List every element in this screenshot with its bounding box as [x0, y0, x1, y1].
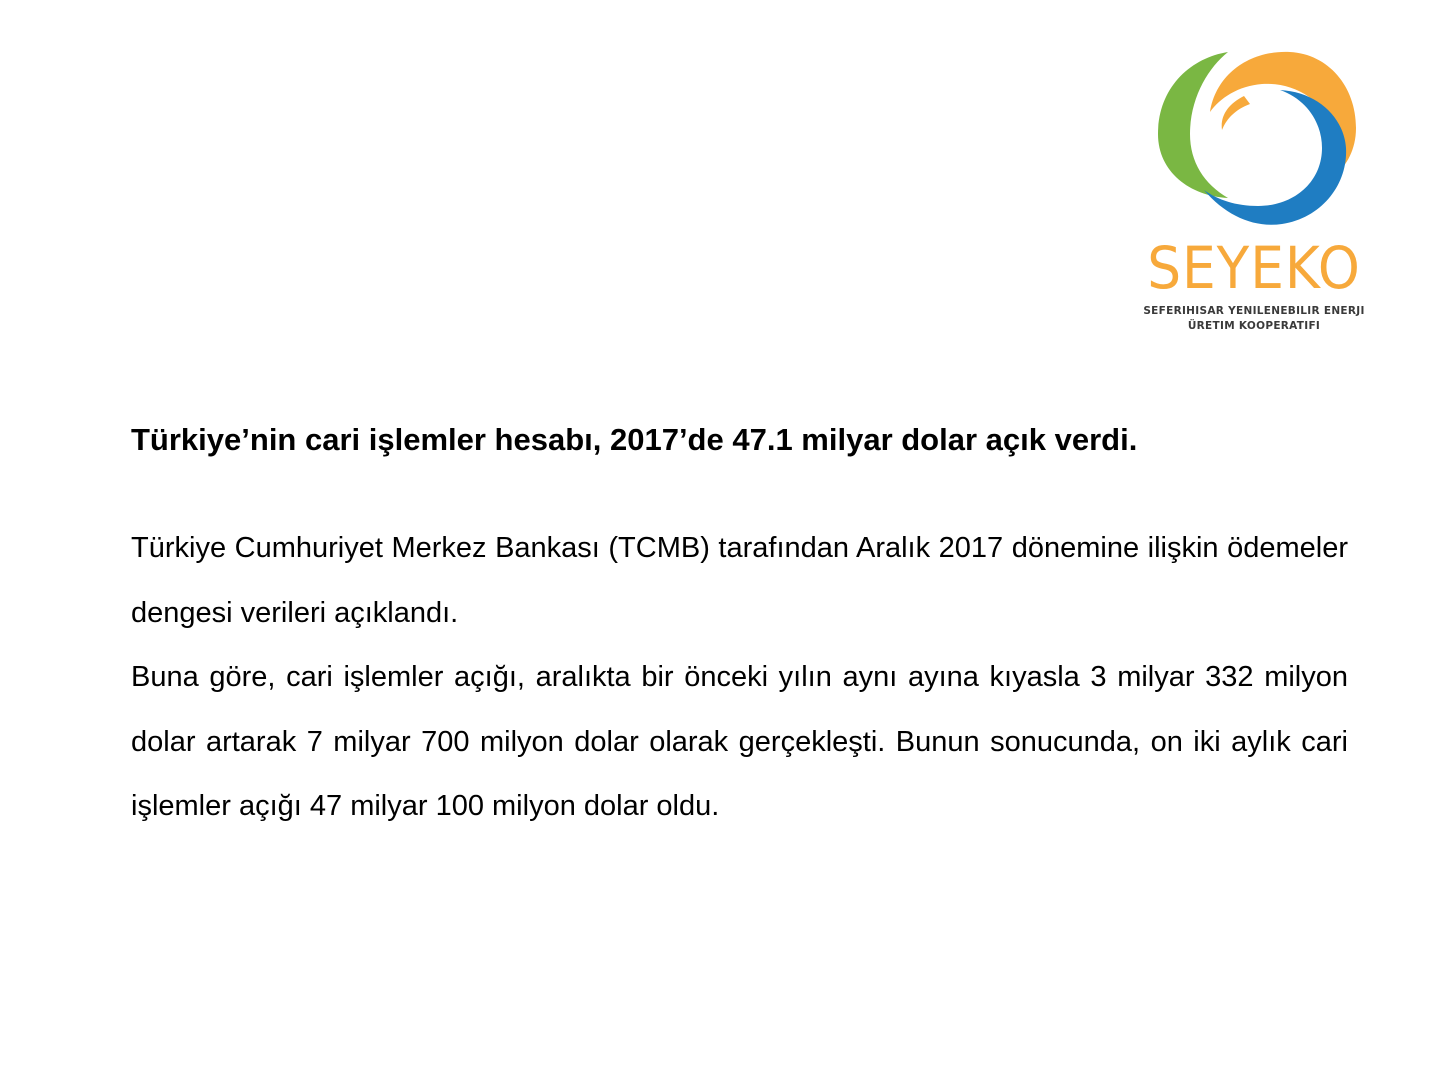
logo-name: SEYEKO	[1147, 234, 1361, 302]
paragraph-intro: Türkiye Cumhuriyet Merkez Bankası (TCMB) tarafından Aralık 2017 dönemine ilişkin ödemeler dengesi verileri açıklandı.	[131, 532, 1348, 629]
logo-subtitle-line1: SEFERIHISAR YENILENEBILIR ENERJI	[1143, 305, 1365, 317]
seyeko-swirl-icon	[1150, 44, 1360, 230]
headline: Türkiye’nin cari işlemler hesabı, 2017’de 47.1 milyar dolar açık verdi.	[131, 422, 1138, 457]
seyeko-logo	[1136, 40, 1372, 340]
paragraph-details: Buna göre, cari işlemler açığı, aralıkta bir önceki yılın aynı ayına kıyasla 3 milyar 332 milyon dolar artarak 7 milyar 700 milyon dolar olarak gerçekleşti. Bunun sonucunda, on iki aylık cari işlemler açığı 47 milyar 100 milyon dolar oldu.	[131, 661, 1348, 823]
article-body	[131, 516, 1348, 839]
logo-subtitle-line2: ÜRETIM KOOPERATIFI	[1187, 320, 1321, 332]
